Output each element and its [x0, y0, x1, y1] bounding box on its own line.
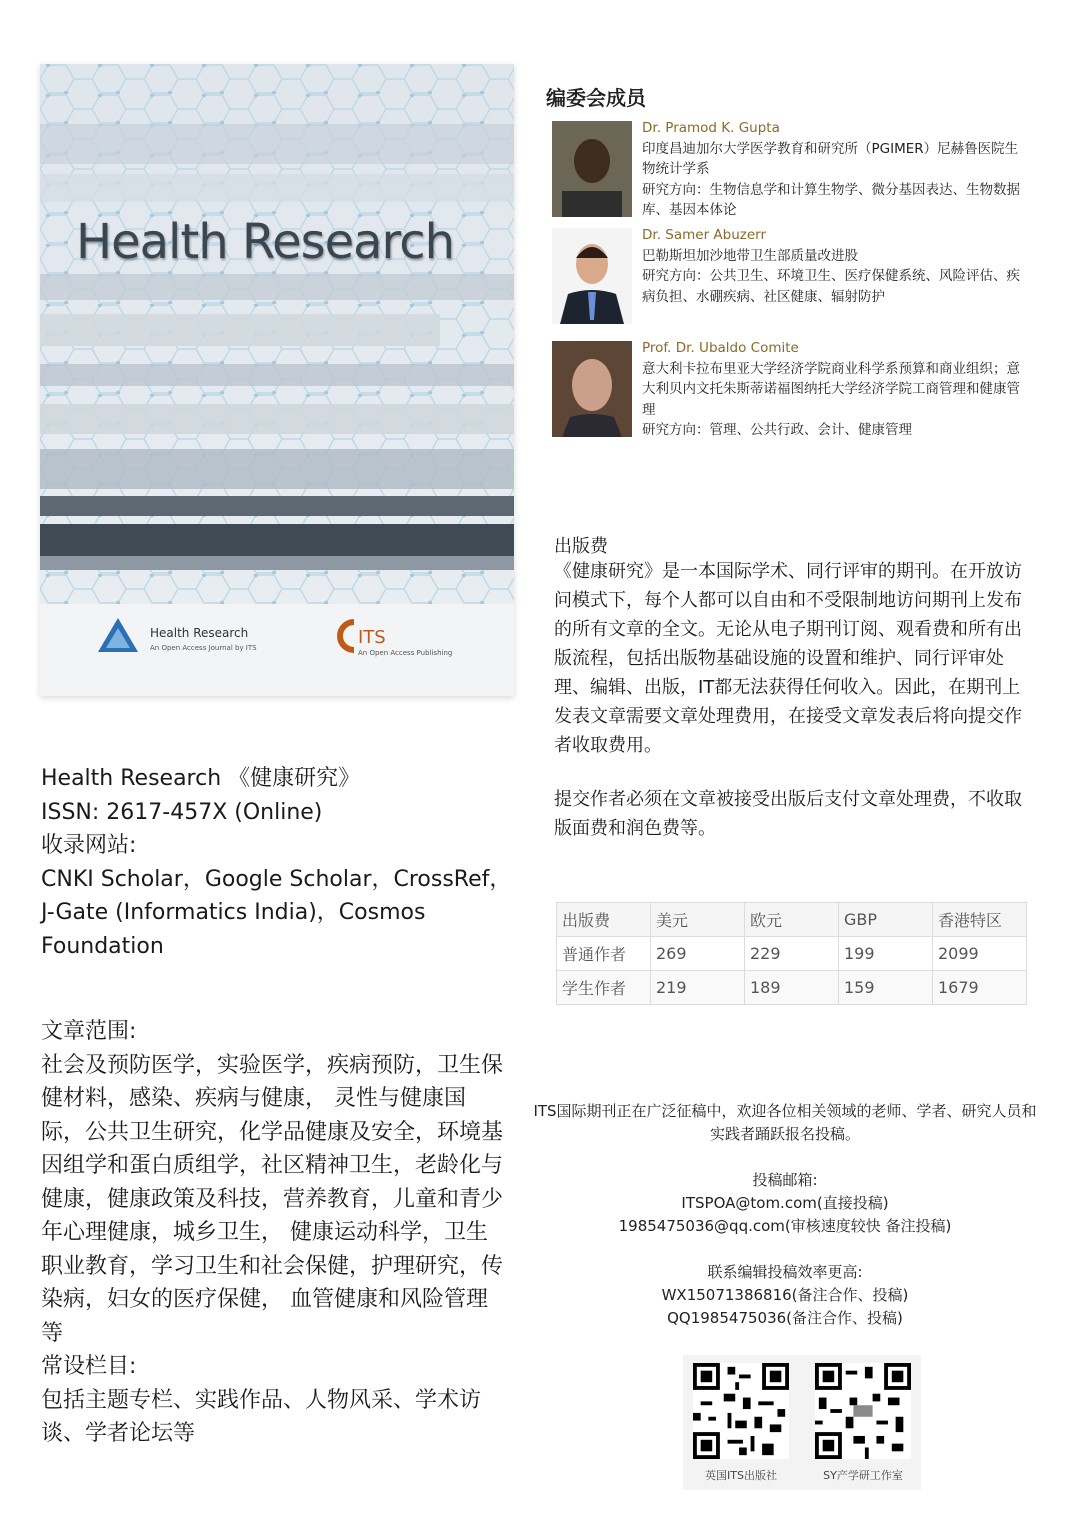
cover-background-graphic	[40, 64, 514, 696]
email-label: 投稿邮箱:	[752, 1171, 818, 1189]
table-cell: 2099	[933, 937, 1027, 971]
member-name: Dr. Samer Abuzerr	[642, 227, 767, 243]
table-cell: 普通作者	[557, 937, 651, 971]
call-intro: ITS国际期刊正在广泛征稿中，欢迎各位相关领域的老师、学者、研究人员和实践者踊跃报名投稿。	[533, 1102, 1037, 1143]
indexed-line: CNKI Scholar，Google Scholar，CrossRef，	[41, 866, 512, 892]
indexed-label: 收录网站:	[41, 833, 137, 858]
table-row	[557, 937, 1027, 971]
table-header-cell: 香港特区	[933, 903, 1027, 937]
member-affiliation: 印度昌迪加尔大学医学教育和研究所（PGIMER）尼赫鲁医院生物统计学系	[642, 140, 1019, 177]
qr-caption: 英国ITS出版社	[705, 1469, 777, 1482]
member-affiliation: 巴勒斯坦加沙地带卫生部质量改进股	[642, 247, 858, 264]
table-row	[557, 971, 1027, 1005]
contact-label: 联系编辑投稿效率更高:	[707, 1263, 863, 1281]
scope-text: 社会及预防医学，实验医学，疾病预防，卫生保健材料，感染、疾病与健康， 灵性与健康国际，公共卫生研究，化学品健康及安全，环境基因组学和蛋白质组学，社区精神卫生，老龄化与健康，健康政策及科技，营养教育，儿童和青少年心理健康，城乡卫生， 健康运动科学，卫生职业教育，学习卫生和社会保健，护理研究，传染病，妇女的医疗保健， 血管健康和风险管理等	[41, 1052, 504, 1346]
table-cell: 189	[745, 971, 839, 1005]
member-photo	[552, 341, 632, 437]
fee-heading: 出版费	[554, 536, 608, 557]
table-header-row	[557, 903, 1027, 937]
journal-info	[41, 762, 521, 963]
member-research: 研究方向：管理、公共行政、会计、健康管理	[642, 422, 912, 438]
board-title: 编委会成员	[546, 86, 646, 110]
table-cell: 1679	[933, 971, 1027, 1005]
fee-paragraph: 提交作者必须在文章被接受出版后支付文章处理费，不收取版面费和润色费等。	[554, 789, 1022, 839]
fee-paragraph: 《健康研究》是一本国际学术、同行评审的期刊。在开放访问模式下，每个人都可以自由和不受限制地访问期刊上发布的所有文章的全文。无论从电子期刊订阅、观看费和所有出版流程，包括出版物基础设施的设置和维护、同行评审处理、编辑、出版，IT都无法获得任何收入。因此，在期刊上发表文章需要文章处理费用，在接受文章发表后将向提交作者收取费用。	[554, 561, 1022, 756]
table-header-cell: 出版费	[557, 903, 651, 937]
member-photo	[552, 228, 632, 324]
qq-contact: QQ1985475036(备注合作、投稿)	[667, 1309, 903, 1327]
table-header-cell: GBP	[839, 903, 933, 937]
cover-logo-left-name: Health Research	[150, 626, 249, 640]
scope-label: 文章范围:	[41, 1019, 137, 1044]
cover-logo-right-name: ITS	[358, 627, 386, 648]
table-cell: 159	[839, 971, 933, 1005]
qr-caption: SY产学研工作室	[823, 1469, 903, 1482]
article-scope	[41, 1015, 507, 1451]
indexed-line: Foundation	[41, 933, 164, 959]
table-cell: 229	[745, 937, 839, 971]
qr-code-icon[interactable]	[693, 1363, 789, 1459]
member-research: 研究方向：生物信息学和计算生物学、微分基因表达、生物数据库、基因本体论	[642, 181, 1020, 218]
columns-label: 常设栏目:	[41, 1354, 137, 1379]
table-cell: 269	[651, 937, 745, 971]
table-header-cell: 美元	[651, 903, 745, 937]
journal-title: Health Research 《健康研究》	[41, 766, 361, 791]
member-affiliation: 意大利卡拉布里亚大学经济学院商业科学系预算和商业组织；意大利贝内文托朱斯蒂诺福图纳托大学经济学院工商管理和健康管理	[642, 360, 1020, 418]
columns-text: 包括主题专栏、实践作品、人物风采、学术访谈、学者论坛等	[41, 1387, 482, 1446]
table-cell: 学生作者	[557, 971, 651, 1005]
its-logo-icon	[330, 616, 360, 656]
journal-cover	[40, 64, 514, 696]
qr-code-panel	[683, 1355, 921, 1490]
health-research-logo-icon	[96, 616, 140, 656]
table-cell: 199	[839, 937, 933, 971]
member-photo	[552, 121, 632, 217]
call-for-papers	[530, 1100, 1040, 1330]
cover-logo-left-subtitle: An Open Access Journal by ITS	[150, 644, 257, 652]
table-cell: 219	[651, 971, 745, 1005]
member-name: Prof. Dr. Ubaldo Comite	[642, 340, 799, 356]
member-name: Dr. Pramod K. Gupta	[642, 120, 780, 136]
qr-code-icon[interactable]	[815, 1363, 911, 1459]
fee-description	[554, 557, 1024, 868]
submission-email[interactable]: ITSPOA@tom.com(直接投稿)	[681, 1194, 889, 1212]
submission-email[interactable]: 1985475036@qq.com(审核速度较快 备注投稿)	[618, 1217, 952, 1235]
cover-logo-right-subtitle: An Open Access Publishing	[358, 649, 453, 657]
member-research: 研究方向：公共卫生、环境卫生、医疗保健系统、风险评估、疾病负担、水硼疾病、社区健康、辐射防护	[642, 268, 1020, 305]
indexed-line: J-Gate (Informatics India)，Cosmos	[41, 900, 426, 925]
table-header-cell: 欧元	[745, 903, 839, 937]
journal-issn: ISSN: 2617-457X (Online)	[41, 799, 323, 825]
wechat-contact: WX15071386816(备注合作、投稿)	[661, 1286, 909, 1304]
fee-table	[556, 902, 1027, 1005]
cover-title: Health Research	[76, 214, 455, 270]
